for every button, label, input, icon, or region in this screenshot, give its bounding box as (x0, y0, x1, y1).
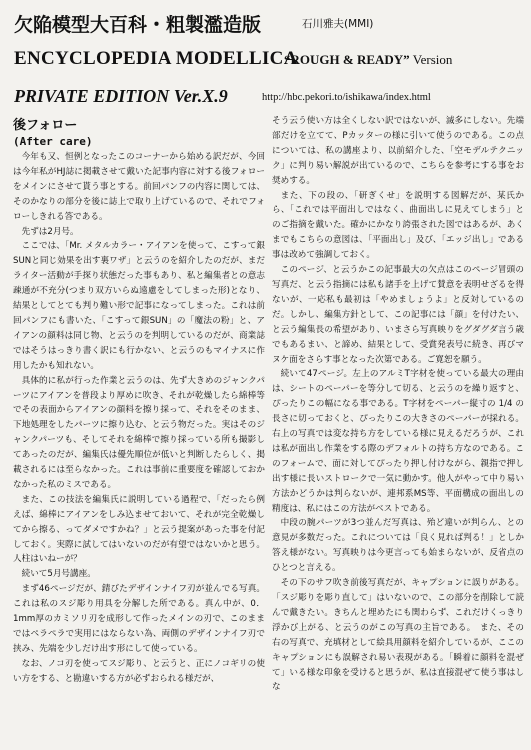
author-name: 石川雅夫(MMI) (302, 18, 374, 30)
paragraph: 続いて5月号講座。 (21, 569, 96, 580)
right-column (272, 114, 524, 695)
version-word: Version (412, 52, 453, 67)
paragraph: なお、ノコ刃を使ってスジ彫り、と云うと、正にノコギリの使い方をする、と勘違いする方が必ずおられる様だが、 (13, 658, 265, 684)
paragraph: 先ずは2月号。 (21, 226, 79, 237)
jp-title: 欠陥模型大百科・粗製濫造版 (14, 14, 262, 36)
version-quote: “ROUGH & READY” (284, 52, 410, 67)
paragraph: 中段の腕パーツが3つ並んだ写真は、殆ど違いが判らん、との意見が多数だった。これについては「良く見れば判る！」としか答え様がない。写真映りは今更言っても始まらないが、反省点のひとつと言える。 (272, 518, 524, 574)
edition-label: PRIVATE EDITION Ver.X.9 (14, 86, 228, 106)
paragraph: その下のサフ吹き前後写真だが、キャプションに誤りがある。「スジ彫りを彫り直して」はいないので、この部分を削除して読んで戴きたい。きちんと埋めたにも関わらず、これだけくっきり浮かび上がる、と云うのがこの写真の主旨である。 また、その右の写真で、充填材として絵具用顔料を紹介しているが、ここのキャプションにも誤解され易い表現がある。「瞬着に顔料を混ぜて」いる様な印象を受けると思うが、私は直接混ぜて使う事はしな (272, 578, 524, 693)
paragraph: 今年も又、恒例となったこのコーナーから始める訳だが、今回は今年私がHJ誌に掲載させて戴いた記事内容に対する後フォローをメインにさせて貰う事とする。前回パンフの内容に関しては、そのかなりの部分を後に誌上で取り上げているので、それでフォローしきれる答である。 (13, 152, 265, 222)
paragraph: まず46ページだが、錆びたデザインナイフ刃が並んでる写真。これは私のスジ彫り用具を分解した所である。真ん中が、0．1mm厚のカミソリ刃を成形して作ったメインの刃で、このままではペラペラで実用にはならない為、両側のデザインナイフ刃で挟み、先端を少しだけ出す形にして使っている。 (13, 584, 265, 654)
paragraph: 具体的に私が行った作業と云うのは、先ず大きめのジャンクパーツにアイアンを普段より厚めに吹き、それが乾燥したら綿棒等でその表面からアイアンの顔料を擦り採って、それをそのまま、下地処理をしたパーツに擦り込む、と云う物だった。実はそのジャンクパーツも、そしてそれを綿棒で擦り採っている所も撮影してあったのだが、編集氏は優先順位が低いと判断したらしく、掲載されるには至らなかった。これは事前に重要度を確認しておかなかった私のミスである。 (13, 375, 265, 490)
section-title: 後フォロー (13, 118, 78, 133)
paragraph: また、この技法を編集氏に説明している過程で、「だったら例えば、綿棒にアイアンをしみ込ませておいて、それが完全乾燥してから擦る、ってダメですかね？」と云う提案があった事を付記しておく。実際に試してはいないのだが有望ではないかと思う。人柱はいねーが？ (13, 494, 265, 565)
en-title: ENCYCLOPEDIA MODELLICA (14, 48, 298, 69)
paragraph: また、下の段の、「研ぎくせ」を説明する図解だが、某氏から、「これでは平面出しではなく、曲面出しに見えてしまう」とのご指摘を戴いた。確かにかなり誇張された図ではあるが、あくまでもこちらの意図は、「平面出し」及び、「エッジ出し」である事は改めて強調しておく。 (272, 190, 524, 261)
section-subtitle: (After care) (13, 135, 93, 148)
paragraph: このページ、と云うかこの記事最大の欠点はこのページ冒頭の写真だ、と云う指摘には私も諸手を上げて賛意を表明せざるを得ないが、一応私も最初は「やめましょうよ」と反対しているのだ。しかし、編集方針として、この記事には「顔」を付けたい、と云う編集長の希望があり、いまさら写真映りをグダグダ言う歳でもあるまい、と諦め、結果として、受賞発表号に続き、再びマヌケ面をさらす事となった次第である。ご寛恕を願う。 (272, 265, 524, 365)
site-url: http://hbc.pekori.to/ishikawa/index.html (262, 92, 431, 103)
version-label (284, 52, 452, 68)
paragraph: ここでは、「Mr. メタルカラー・アイアンを使って、こすって銀SUNと同じ効果を出す裏ワザ」と云うのを紹介したのだが、まだライター活動が手探り状態だった事もあり、私と編集者との意志疎通が不充分(つまり双方いらぬ遠慮をしてしまった形)となり、結果としてとても判り難い形で記事になってしまった。これは前回パンフにも書いた、「こすって銀SUN」の「魔法の粉」と、アイアンの顔料は同じ物、と云うのを判明しているのだが、商業誌ではそうはっきり書く訳にも行かない、と云うのもマイナスに作用したかも知れない。 (13, 241, 265, 371)
paragraph: 続いて47ページ。左上のアルミT字材を使っている最大の理由は、シートのペーパーを等分して切る、と云うのを繰り返すと、ぴったりこの幅になる事である。T字材をペーパー縦寸の 1/4 の長さに切っておくと、ぴったりこの大きさのペーパーが採れる。右上の写真では変な持ち方をしている様に見えるだろうが、これは私が面出し作業をする際のデフォルトの持ち方なのである。このフォームで、面に対してぴったり押し付けながら、親指で押し出す様に長いストロークで一気に動かす。他人がやって中り易い方法かどうかは判らないが、連邦系MS等、平面構成の面出しの精度は、私にはこの方法がベストである。 (272, 369, 524, 514)
left-column (13, 118, 265, 687)
paragraph: そう云う使い方は全くしない訳ではないが、滅多にしない。先端部だけを立てて、Pカッターの様に引いて使うのである。この点については、私の講座より、以前紹介した、「空モデルテクニック」に判り易い解説が出ているので、こちらを参考にする事をお奨めする。 (272, 116, 524, 186)
